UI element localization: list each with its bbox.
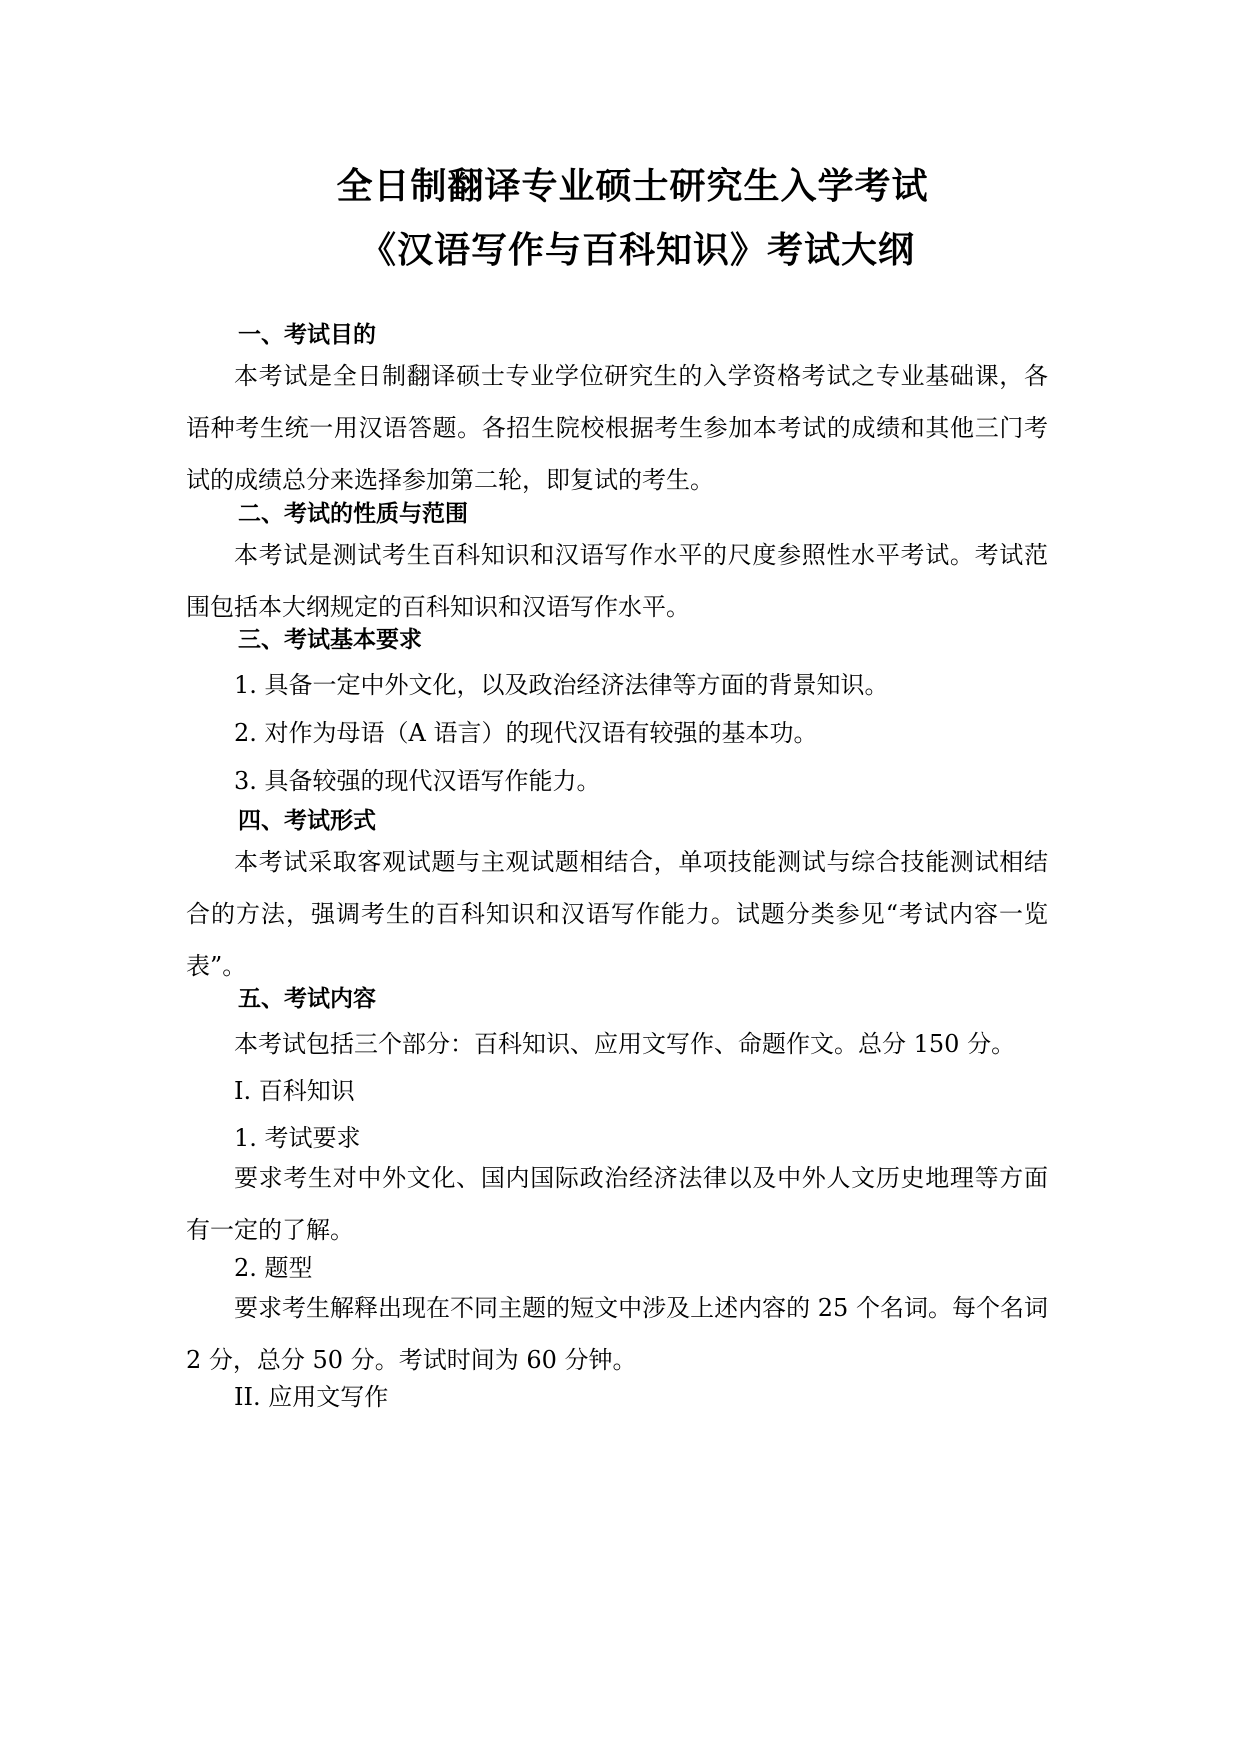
section-heading-basic-requirements: 三、考试基本要求 — [238, 627, 422, 653]
document-title-line-2: 《汉语写作与百科知识》考试大纲 — [359, 230, 915, 271]
document-title-line-1: 全日制翻译专业硕士研究生入学考试 — [336, 166, 929, 207]
section-heading-exam-format: 四、考试形式 — [238, 808, 376, 834]
section-heading-exam-purpose: 一、考试目的 — [238, 322, 376, 348]
section-body-exam-purpose: 本考试是全日制翻译硕士专业学位研究生的入学资格考试之专业基础课，各语种考生统一用汉语答题。各招生院校根据考生参加本考试的成绩和其他三门考试的成绩总分来选择参加第二轮，即复试的考生。 — [186, 362, 1048, 494]
section-heading-nature-scope: 二、考试的性质与范围 — [238, 501, 468, 527]
exam-content-intro: 本考试包括三个部分：百科知识、应用文写作、命题作文。总分 150 分。 — [234, 1030, 1016, 1058]
section-heading-exam-content: 五、考试内容 — [238, 986, 376, 1012]
exam-requirements-body: 要求考生对中外文化、国内国际政治经济法律以及中外人文历史地理等方面有一定的了解。 — [186, 1164, 1048, 1244]
requirement-item: 3. 具备较强的现代汉语写作能力。 — [234, 767, 601, 795]
part-title-general-knowledge: I. 百科知识 — [234, 1077, 355, 1105]
part-title-practical-writing: II. 应用文写作 — [234, 1383, 389, 1411]
subheading-exam-requirements: 1. 考试要求 — [234, 1124, 361, 1152]
section-body-nature-scope: 本考试是测试考生百科知识和汉语写作水平的尺度参照性水平考试。考试范围包括本大纲规定的百科知识和汉语写作水平。 — [186, 541, 1048, 621]
requirement-item: 1. 具备一定中外文化，以及政治经济法律等方面的背景知识。 — [234, 671, 889, 699]
subheading-question-type: 2. 题型 — [234, 1254, 313, 1282]
section-body-exam-format: 本考试采取客观试题与主观试题相结合，单项技能测试与综合技能测试相结合的方法，强调考生的百科知识和汉语写作能力。试题分类参见“考试内容一览表”。 — [186, 848, 1048, 980]
question-type-body: 要求考生解释出现在不同主题的短文中涉及上述内容的 25 个名词。每个名词 2 分，总分 50 分。考试时间为 60 分钟。 — [186, 1294, 1048, 1374]
requirement-item: 2. 对作为母语（A 语言）的现代汉语有较强的基本功。 — [234, 719, 818, 747]
